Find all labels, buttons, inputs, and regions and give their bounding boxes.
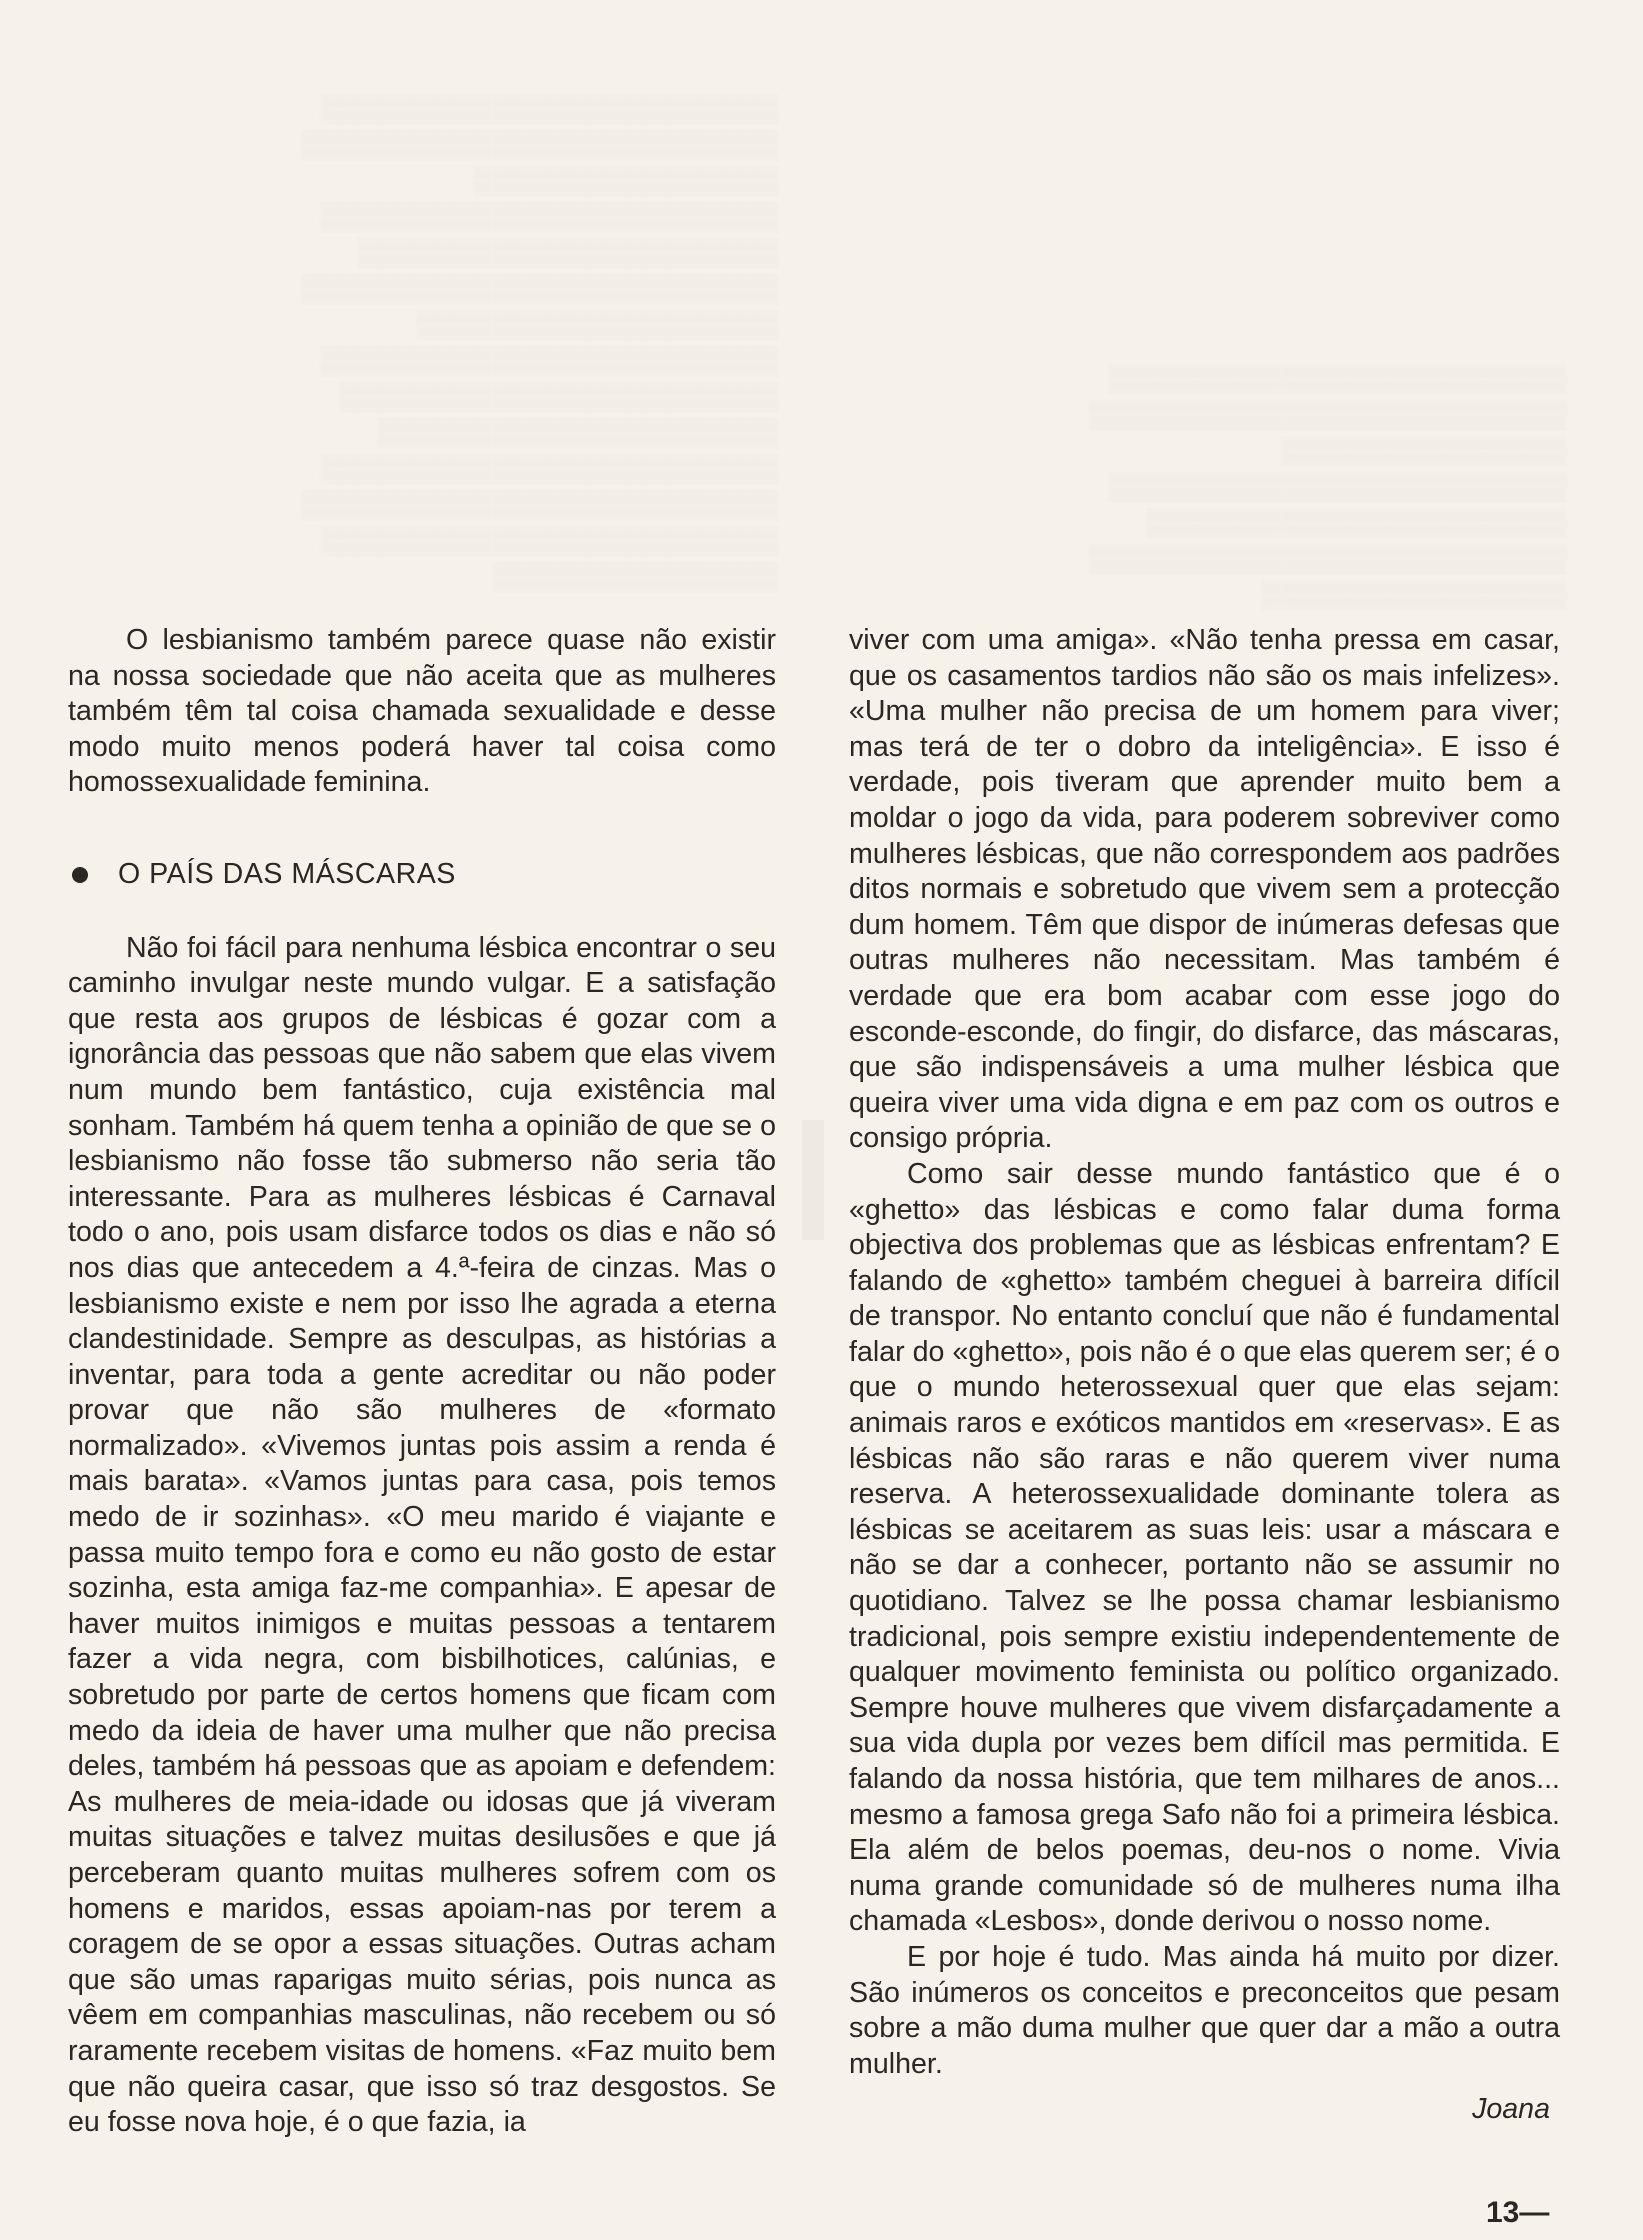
page-number: 13— <box>1486 2196 1550 2229</box>
body-paragraph: viver com uma amiga». «Não tenha pressa em casar, que os casamentos tardios não são os mais infelizes». «Uma mulher não precisa de um homem para viver; mas terá de ter o dobro da inteligência». E isso é verdade, pois tiveram que aprender muito bem a moldar o jogo da vida, para poderem sobreviver como mulheres lésbicas, que não correspondem aos padrões ditos normais e sobretudo que vivem sem a protecção dum homem. Têm que dispor de inúmeras defesas que outras mulheres não necessitam. Mas também é verdade que era bom acabar com esse jogo do esconde-esconde, do fingir, do disfarce, das máscaras, que são indispensáveis a uma mulher lésbica que queira viver uma vida digna e em paz com os outros e consigo própria. <box>849 624 1560 1155</box>
show-through-texture: ▒▒▒▒▒▒▒▒▒▒▒▒▒▒▒▒▒▒▒▒▒▒▒▒ ▒▒▒▒▒▒▒▒▒▒▒▒▒▒▒▒▒▒▒▒▒▒▒▒▒ ▒▒▒▒▒▒▒▒▒▒▒▒▒▒▒▒ ▒▒▒▒▒▒▒▒▒▒▒▒▒▒▒▒▒▒▒▒▒▒▒▒ ▒▒▒▒▒▒▒▒▒▒▒▒▒▒▒▒▒▒▒▒▒▒ ▒▒▒▒▒▒▒▒▒▒▒▒▒▒▒▒▒▒▒▒▒▒▒▒▒ ▒▒▒▒▒▒▒▒▒▒▒▒▒▒▒▒▒▒▒ ▒▒▒▒▒▒▒▒▒▒▒▒▒▒▒▒▒▒▒▒▒▒▒▒ ▒▒▒▒▒▒▒▒▒▒▒▒▒▒▒▒▒▒▒▒▒▒▒ ▒▒▒▒▒▒▒▒▒▒▒▒▒▒▒▒▒▒▒▒▒ ▒▒▒▒▒▒▒▒▒▒▒▒▒▒▒▒▒▒▒▒▒▒▒▒ ▒▒▒▒▒▒▒▒▒▒▒▒▒▒▒▒▒▒▒▒▒▒▒▒▒ ▒▒▒▒▒▒▒▒▒▒▒▒▒▒▒▒▒▒▒▒▒▒▒▒ ▒▒▒▒▒▒▒▒▒▒▒▒▒▒▒ <box>300 93 779 591</box>
page-fold-shadow <box>802 1120 824 1240</box>
closing-paragraph: E por hoje é tudo. Mas ainda há muito por dizer. São inúmeros os conceitos e preconceitos que pesam sobre a mão duma mulher que quer dar a mão a outra mulher. <box>849 1940 1560 2080</box>
show-through-texture: ▒▒▒▒▒▒▒▒▒▒▒▒▒▒▒▒▒▒▒▒▒▒▒▒ ▒▒▒▒▒▒▒▒▒▒▒▒▒▒▒▒▒▒▒▒▒▒▒▒▒ ▒▒▒▒▒▒▒▒▒▒▒▒▒▒▒ ▒▒▒▒▒▒▒▒▒▒▒▒▒▒▒▒▒▒▒▒▒▒▒▒ ▒▒▒▒▒▒▒▒▒▒▒▒▒▒▒▒▒▒▒▒▒▒ ▒▒▒▒▒▒▒▒▒▒▒▒▒▒▒▒▒▒▒▒▒▒▒▒▒ ▒▒▒▒▒▒▒▒▒▒▒▒▒▒▒▒ <box>1088 363 1567 609</box>
body-paragraph: Não foi fácil para nenhuma lésbica encontrar o seu caminho invulgar neste mundo vulgar. E a satisfação que resta aos grupos de lésbicas é gozar com a ignorância das pessoas que não sabem que elas vivem num mundo bem fantástico, cuja existência mal sonham. Também há quem tenha a opinião de que se o lesbianismo não fosse tão submerso não seria tão interessante. Para as mulheres lésbicas é Carnaval todo o ano, pois usam disfarce todos os dias e não só nos dias que antecedem a 4.ª-feira de cinzas. Mas o lesbianismo existe e nem por isso lhe agrada a eterna clandestinidade. Sempre as desculpas, as histórias a inventar, para toda a gente acreditar ou não poder provar que não são mulheres de «formato normalizado». «Vivemos juntas pois assim a renda é mais barata». «Vamos juntas para casa, pois temos medo de ir sozinhas». «O meu marido é viajante e passa muito tempo fora e como eu não gosto de estar sozinha, esta amiga faz-me companhia». E apesar de haver muitos inimigos e muitas pessoas a tentarem fazer a vida negra, com bisbilhotices, calúnias, e sobretudo por parte de certos homens que ficam com medo da ideia de haver uma mulher que não precisa deles, também há pessoas que as apoiam e defendem: As mulheres de meia-idade ou idosas que já viveram muitas situações e talvez muitas desilusões e que já perceberam quanto muitas mulheres sofrem com os homens e maridos, essas apoiam-nas por terem a coragem de se opor a essas situações. Outras acham que são umas raparigas muito sérias, pois nunca as vêem em companhias masculinas, não recebem ou só raramente recebem visitas de homens. «Faz muito bem que não queira casar, que isso só traz desgostos. Se eu fosse nova hoje, é o que fazia, ia <box>68 931 776 2139</box>
section-heading-text: O PAÍS DAS MÁSCARAS <box>118 857 456 890</box>
author-signature: Joana <box>1472 2093 1550 2126</box>
body-paragraph: Como sair desse mundo fantástico que é o «ghetto» das lésbicas e como falar duma forma objectiva dos problemas que as lésbicas enfrentam? E falando de «ghetto» também cheguei à barreira difícil de transpor. No entanto concluí que não é fundamental falar do «ghetto», pois não é o que elas querem ser; é o que o mundo heterossexual quer que elas sejam: animais raros e exóticos mantidos em «reservas». E as lésbicas não são raras e não querem viver numa reserva. A heterossexualidade dominante tolera as lésbicas se aceitarem as suas leis: usar a máscara e não se dar a conhecer, portanto não se assumir no quotidiano. Talvez se lhe possa chamar lesbianismo tradicional, pois sempre existiu independentemente de qualquer movimento feminista ou político organizado. Sempre houve mulheres que vivem disfarçadamente a sua vida dupla por vezes bem difícil mas permitida. E falando da nossa história, que tem milhares de anos... mesmo a famosa grega Safo não foi a primeira lésbica. Ela além de belos poemas, deu-nos o nome. Vivia numa grande comunidade só de mulheres numa ilha chamada «Lesbos», donde derivou o nosso nome. <box>849 1157 1560 1938</box>
bullet-icon <box>72 867 88 883</box>
intro-paragraph: O lesbianismo também parece quase não existir na nossa sociedade que não aceita que as mulheres também têm tal coisa chamada sexualidade e desse modo muito menos poderá haver tal coisa como homossexualidade feminina. <box>68 624 776 799</box>
left-column <box>68 623 776 2141</box>
right-column <box>849 623 1560 2128</box>
section-heading <box>68 857 776 893</box>
